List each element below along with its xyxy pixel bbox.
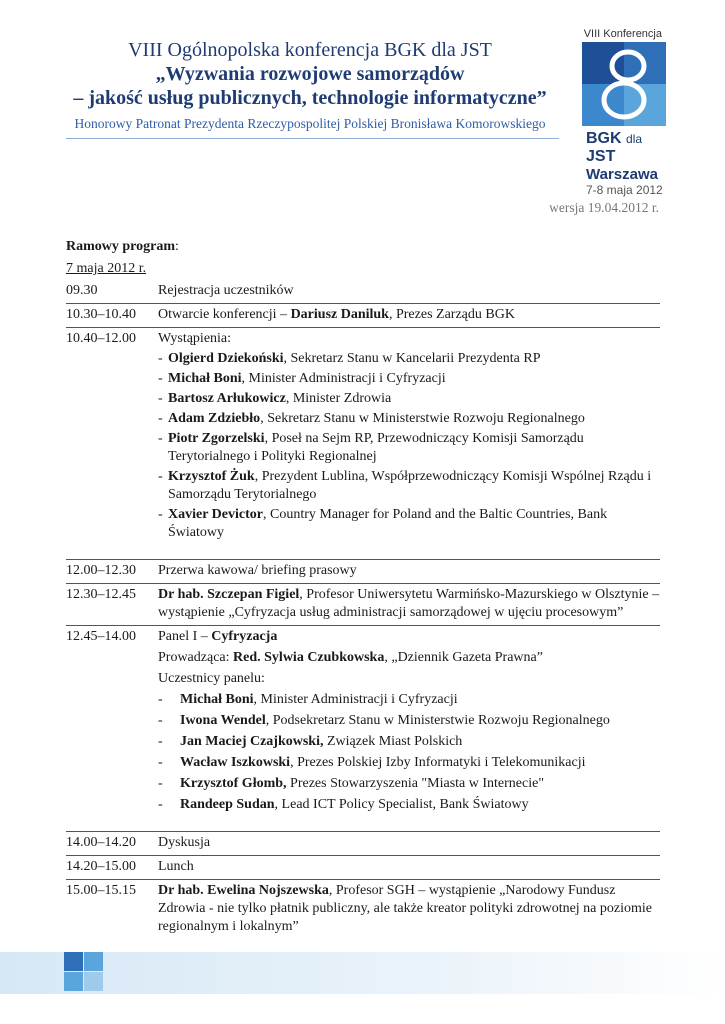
footer-band	[0, 952, 725, 994]
speaker-role: , Poseł na Sejm RP, Przewodniczący Komisji Samorządu Terytorialnego i Polityki Regionalnej	[168, 431, 584, 464]
row-time: 09.30	[66, 283, 98, 298]
list-item	[158, 430, 660, 466]
panelist-name: Michał Boni	[180, 692, 254, 707]
conference-title: VIII Ogólnopolska konferencja BGK dla JST	[128, 39, 492, 61]
speaker-name: Olgierd Dziekoński	[168, 351, 284, 366]
list-dash: -	[158, 507, 163, 522]
row-description: Rejestracja uczestników	[158, 283, 294, 298]
logo-dla-text: dla	[626, 132, 643, 146]
list-item	[158, 775, 660, 793]
list-dash: -	[158, 713, 163, 728]
row-time: 15.00–15.15	[66, 883, 136, 898]
list-item	[158, 691, 660, 709]
row-time: 14.20–15.00	[66, 859, 136, 874]
speaker-role: , Country Manager for Poland and the Baltic Countries, Bank Światowy	[168, 507, 608, 540]
speeches-label: Wystąpienia:	[158, 331, 232, 346]
moderator-label: Prowadząca:	[158, 650, 234, 665]
program-content	[66, 238, 660, 939]
row-description	[158, 628, 660, 828]
logo-top-text: VIII Konferencja	[583, 28, 662, 40]
speaker-role: , Profesor Uniwersytetu Warmińsko-Mazurskiego w Olsztynie – wystąpienie „Cyfryzacja usług administracji samorządowej w ujęciu procesowym”	[158, 587, 660, 620]
row-time: 10.40–12.00	[66, 331, 136, 346]
panelist-role: , Podsekretarz Stanu w Ministerstwie Rozwoju Regionalnego	[265, 713, 610, 728]
conference-subtitle-line2: – jakość usług publicznych, technologie informatyczne”	[73, 87, 547, 109]
speaker-role: , Prezydent Lublina, Współprzewodniczący Komisji Wspólnej Rządu i Samorządu Terytorialnego	[168, 469, 652, 502]
list-item	[158, 468, 660, 504]
row-description	[158, 330, 660, 556]
list-dash: -	[158, 469, 163, 484]
speaker-name: Bartosz Arłukowicz	[168, 391, 286, 406]
row-description	[158, 586, 660, 622]
list-dash: -	[158, 431, 163, 446]
speaker-name: Dr hab. Szczepan Figiel	[158, 587, 300, 602]
logo-bgk-text: BGK	[586, 130, 622, 147]
moderator-name: Red. Sylwia Czubkowska	[233, 650, 385, 665]
header-divider	[66, 138, 559, 139]
list-dash: -	[158, 776, 163, 791]
list-dash: -	[158, 391, 163, 406]
speaker-name: Adam Zdziebło	[168, 411, 261, 426]
panelist-name: Wacław Iszkowski	[180, 755, 291, 770]
list-dash: -	[158, 692, 163, 707]
list-dash: -	[158, 755, 163, 770]
row-text: Otwarcie konferencji –	[158, 307, 291, 322]
panelist-name: Jan Maciej Czajkowski,	[180, 734, 324, 749]
speaker-name: Dariusz Daniluk	[290, 307, 389, 322]
program-date: 7 maja 2012 r.	[66, 261, 147, 276]
participants-label: Uczestnicy panelu:	[158, 671, 265, 686]
moderator-affiliation: , „Dziennik Gazeta Prawna”	[384, 650, 543, 665]
row-time: 12.45–14.00	[66, 629, 136, 644]
panelist-name: Iwona Wendel	[180, 713, 266, 728]
row-description: Przerwa kawowa/ briefing prasowy	[158, 563, 357, 578]
conference-logo	[576, 28, 668, 197]
list-item	[158, 733, 660, 751]
list-dash: -	[158, 411, 163, 426]
speaker-name: Krzysztof Żuk	[168, 469, 255, 484]
row-description	[158, 882, 660, 936]
program-heading	[66, 238, 660, 256]
program-heading-text: Ramowy program	[66, 239, 176, 254]
footer-square-icon	[64, 972, 83, 991]
footer-square-icon	[64, 952, 83, 971]
logo-city: Warszawa	[586, 166, 658, 183]
speaker-role: , Minister Administracji i Cyfryzacji	[241, 371, 446, 386]
row-description	[158, 306, 660, 324]
speaker-name: Michał Boni	[168, 371, 242, 386]
schedule-row	[66, 584, 660, 626]
speaker-name: Xavier Devictor	[168, 507, 263, 522]
schedule-row	[66, 304, 660, 328]
panelist-role: , Lead ICT Policy Specialist, Bank Światowy	[274, 797, 529, 812]
speaker-role: , Sekretarz Stanu w Kancelarii Prezydenta RP	[283, 351, 541, 366]
panel-title	[158, 628, 660, 646]
row-description: Dyskusja	[158, 835, 211, 850]
panel-name: Cyfryzacja	[211, 629, 278, 644]
list-item	[158, 370, 660, 388]
list-item	[158, 796, 660, 814]
version-label: wersja 19.04.2012 r.	[549, 200, 659, 215]
spacer	[158, 542, 660, 556]
list-item	[158, 410, 660, 428]
panelist-role: Związek Miast Polskich	[323, 734, 463, 749]
speaker-role: , Minister Zdrowia	[285, 391, 392, 406]
footer-square-icon	[84, 952, 103, 971]
row-description: Lunch	[158, 859, 194, 874]
speaker-role: , Profesor SGH – wystąpienie „Narodowy Fundusz Zdrowia - nie tylko płatnik publiczny, ale także kreator polityki zdrowotnej na poziomie regionalnym i lokalnym”	[158, 883, 652, 934]
panelist-role: Prezes Stowarzyszenia "Miasta w Internecie"	[286, 776, 545, 791]
row-time: 14.00–14.20	[66, 835, 136, 850]
speaker-name: Piotr Zgorzelski	[168, 431, 265, 446]
moderator	[158, 649, 660, 667]
speaker-role: , Sekretarz Stanu w Ministerstwie Rozwoju Regionalnego	[260, 411, 585, 426]
speaker-role: , Prezes Zarządu BGK	[388, 307, 515, 322]
spacer	[158, 814, 660, 828]
list-dash: -	[158, 797, 163, 812]
footer-square-icon	[84, 972, 103, 991]
program-heading-colon: :	[175, 239, 179, 254]
list-item	[158, 350, 660, 368]
logo-dates: 7-8 maja 2012	[586, 183, 663, 197]
logo-bgk-jst	[586, 130, 668, 166]
logo-jst-text: JST	[586, 148, 616, 165]
row-time: 12.30–12.45	[66, 587, 136, 602]
schedule-row	[66, 626, 660, 832]
list-dash: -	[158, 371, 163, 386]
list-item	[158, 712, 660, 730]
panel-prefix: Panel I –	[158, 629, 212, 644]
conference-subtitle-line1: „Wyzwania rozwojowe samorządów	[155, 63, 465, 85]
schedule-row	[66, 856, 660, 880]
schedule-row	[66, 880, 660, 939]
schedule-row	[66, 280, 660, 304]
schedule-row	[66, 832, 660, 856]
row-time: 12.00–12.30	[66, 563, 136, 578]
panelist-role: , Prezes Polskiej Izby Informatyki i Telekomunikacji	[290, 755, 586, 770]
speaker-name: Dr hab. Ewelina Nojszewska	[158, 883, 329, 898]
panelist-name: Krzysztof Głomb,	[180, 776, 287, 791]
row-time: 10.30–10.40	[66, 307, 136, 322]
honorary-patronage: Honorowy Patronat Prezydenta Rzeczypospolitej Polskiej Bronisława Komorowskiego	[74, 116, 546, 131]
list-item	[158, 390, 660, 408]
list-dash: -	[158, 351, 163, 366]
schedule-row	[66, 560, 660, 584]
schedule-row	[66, 328, 660, 560]
eight-logo-icon	[582, 42, 666, 126]
panelist-role: , Minister Administracji i Cyfryzacji	[253, 692, 458, 707]
list-item	[158, 754, 660, 772]
document-header	[60, 38, 560, 132]
panelist-name: Randeep Sudan	[180, 797, 275, 812]
list-dash: -	[158, 734, 163, 749]
list-item	[158, 506, 660, 542]
